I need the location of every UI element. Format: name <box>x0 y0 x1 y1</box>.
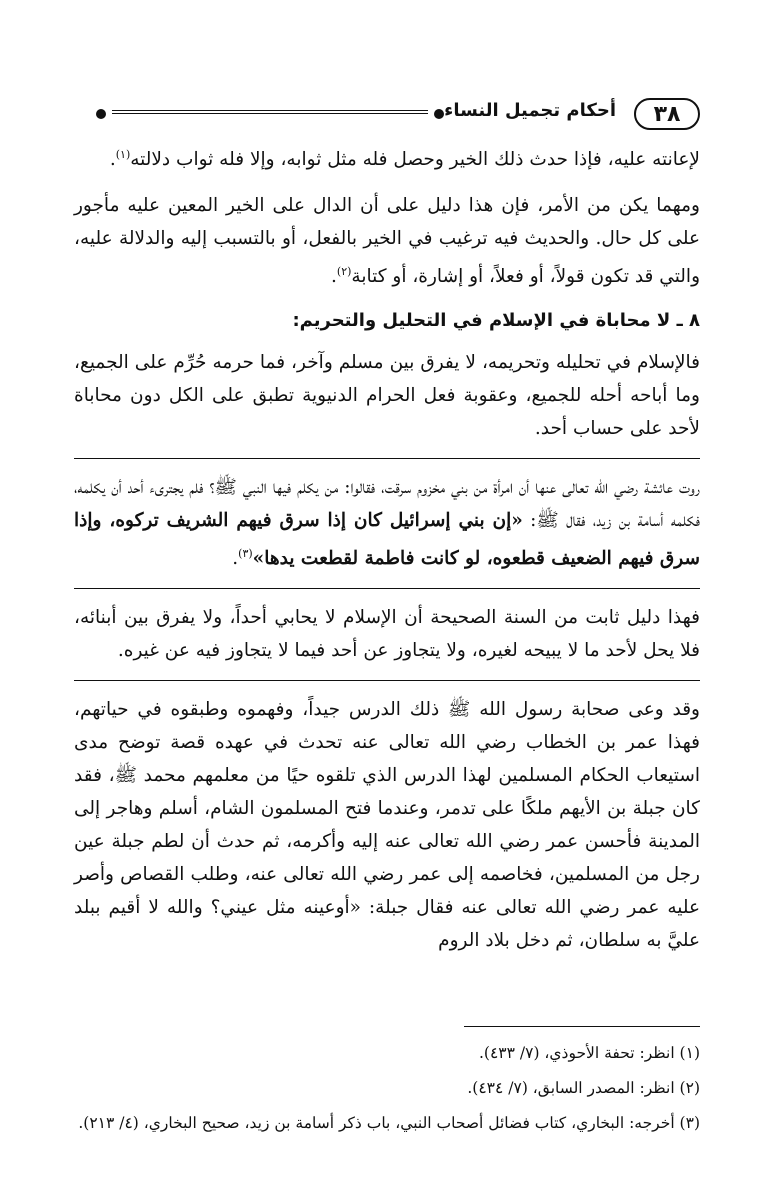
running-title: أحكام تجميل النساء <box>444 100 616 121</box>
body-text <box>74 138 700 957</box>
footnote-rule <box>464 1026 700 1027</box>
page-header <box>74 90 700 138</box>
footnote: (٣) أخرجه: البخاري، كتاب فضائل أصحاب النبي، باب ذكر أسامة بن زيد، صحيح البخاري، (٤/ ٢١٣). <box>78 1114 700 1132</box>
divider <box>74 458 700 459</box>
header-rule <box>112 110 428 114</box>
paragraph: لإعانته عليه، فإذا حدث ذلك الخير وحصل فله مثل ثوابه، وإلا فله ثواب دلالته$^{(١)}$. <box>109 148 700 171</box>
book-page <box>74 90 700 1132</box>
paragraph: ومهما يكن من الأمر، فإن هذا دليل على أن الدال على الخير المعين عليه مأجور على كل حال. والحديث فيه ترغيب في الخير بالفعل، أو بالتسبب إليه والدلالة عليه، والتي قد تكون قولاً، أو فعلاً، أو إشارة، أو كتابة$^{(٢)}$. <box>74 195 700 288</box>
paragraph: فهذا دليل ثابت من السنة الصحيحة أن الإسلام لا يحابي أحداً، ولا يفرق بين أبنائه، فلا يحل لأحد ما لا يبيحه لغيره، ولا يتجاوز عن أحد فيما لا يتجاوز فيه عن غيره. <box>74 607 700 662</box>
page-number: ٣٨ <box>634 98 700 130</box>
footnotes <box>74 1040 700 1145</box>
footnote: (٢) انظر: المصدر السابق، (٧/ ٤٣٤). <box>467 1079 700 1097</box>
section-heading: ٨ ـ لا محاباة في الإسلام في التحليل والتحريم: <box>292 310 700 332</box>
footnote-ref[interactable]: (١) <box>115 148 131 161</box>
footnote-ref[interactable]: (٢) <box>336 265 352 279</box>
ornament-dot-icon <box>96 109 106 119</box>
footnote-ref[interactable]: (٣) <box>238 547 253 561</box>
paragraph: فالإسلام في تحليله وتحريمه، لا يفرق بين مسلم وآخر، فما حرمه حُرِّم على الجميع، وما أباحه أحله للجميع، وعقوبة فعل الحرام الدنيوية تطبق على الكل دون محاباة لأحد على حساب أحد. <box>74 352 700 440</box>
divider <box>74 680 700 681</box>
paragraph: روت عائشة رضي الله تعالى عنها أن امرأة من بني مخزوم سرقت، فقالوا: من يكلم فيها النبي ﷺ؟ فلم يجترىء أحد أن يكلمه، فكلمه أسامة بن زيد، فقال ﷺ: «إن بني إسرائيل كان إذا سرق فيهم الشريف تركوه، وإذا سرق فيهم الضعيف قطعوه، لو كانت فاطمة لقطعت يدها»$^{(٣)}$. <box>74 477 700 570</box>
paragraph: وقد وعى صحابة رسول الله ﷺ ذلك الدرس جيداً، وفهموه وطبقوه في حياتهم، فهذا عمر بن الخطاب رضي الله تعالى عنه تحدث في عهده قصة توضح مدى استيعاب الحكام المسلمين لهذا الدرس الذي تلقوه حيًا من معلمهم محمد ﷺ، فقد كان جبلة بن الأيهم ملكًا على تدمر، وعندما فتح المسلمون الشام، أسلم وهاجر إلى المدينة فأحسن عمر رضي الله تعالى عنه إليه وأكرمه، ثم حدث أن لطم جبلة عين رجل من المسلمين، فخاصمه إلى عمر رضي الله تعالى عنه، وطلب القصاص وأصر عليه عمر رضي الله تعالى عنه فقال جبلة: «أوعينه مثل عيني؟ والله لا أقيم ببلد عليَّ به سلطان، ثم دخل بلاد الروم <box>74 699 700 952</box>
footnote: (١) انظر: تحفة الأحوذي، (٧/ ٤٣٣). <box>479 1044 700 1062</box>
hadith-quote: «إن بني إسرائيل كان إذا سرق فيهم الشريف تركوه، وإذا سرق فيهم الضعيف قطعوه، لو كانت فاطمة لقطعت يدها» <box>74 510 700 570</box>
ornament-dot-icon <box>434 109 444 119</box>
divider <box>74 588 700 589</box>
